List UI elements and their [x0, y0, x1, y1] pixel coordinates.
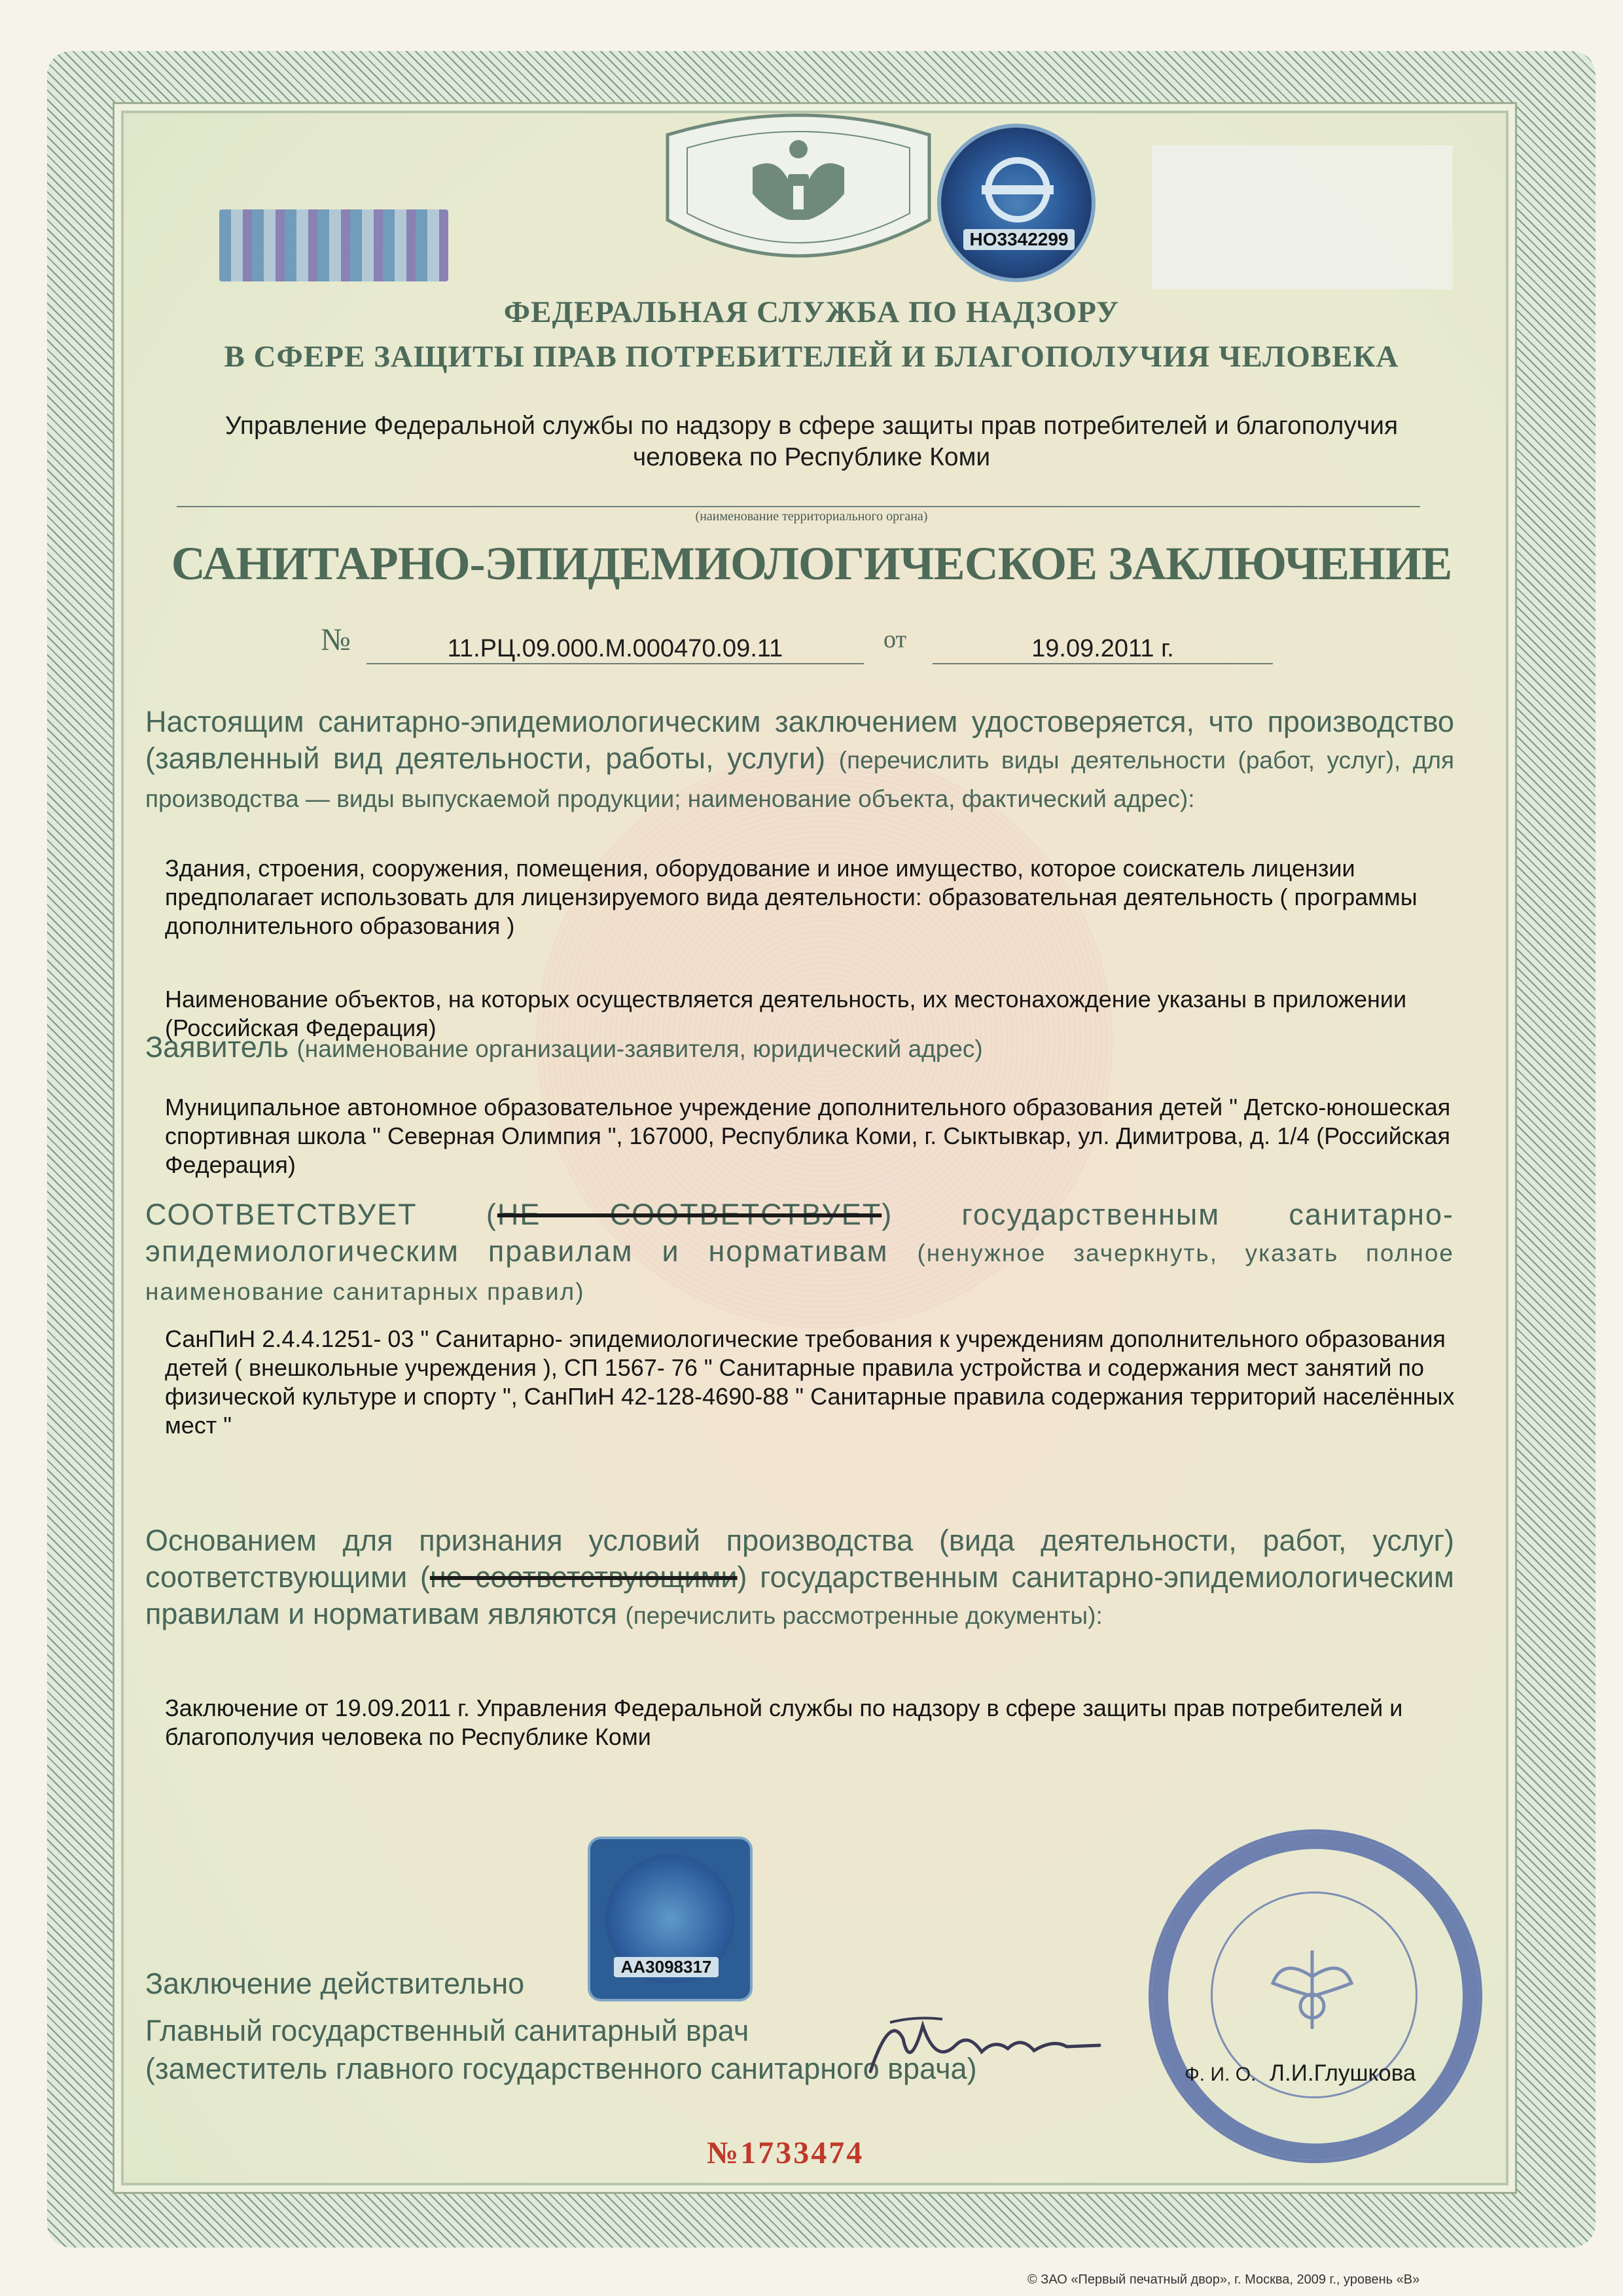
number-label: №	[321, 622, 351, 657]
paper-patch	[1152, 145, 1453, 289]
certificate-date: 19.09.2011 г.	[933, 635, 1273, 664]
compliance-rest: государственным санитарно-эпидемиологическим правилам и нормативам	[145, 1198, 1454, 1268]
printer-note: © ЗАО «Первый печатный двор», г. Москва, 2009 г., уровень «В»	[1027, 2272, 1420, 2287]
production-lead	[145, 704, 1454, 817]
deputy-doctor-title: (заместитель главного государственного санитарного врача)	[145, 2052, 977, 2085]
territorial-organ	[164, 410, 1459, 473]
coat-of-arms-emblem	[648, 109, 949, 279]
production-lead-hint: (перечислить виды деятельности (работ, услуг), для производства — виды выпускаемой продукции; наименование объекта, фактический адрес):	[145, 747, 1454, 812]
chief-doctor-title: Главный государственный санитарный врач	[145, 2014, 749, 2047]
fio-label: Ф. И. О.	[1185, 2064, 1257, 2085]
compliance-lead: СООТВЕТСТВУЕТ (НЕ СООТВЕТСТВУЕТ) государственным санитарно-эпидемиологическим правилам и нормативам (ненужное зачеркнуть, указать полное наименование санитарных правил)	[145, 1198, 1454, 1305]
signatory-name: Л.И.Глушкова	[1270, 2060, 1416, 2086]
applicant-text: Муниципальное автономное образовательное учреждение дополнительного образования детей " Детско-юношеская спортивная школа " Северная Олимпия ", 167000, Республика Коми, г. Сыктывкар, ул. Димитрова, д. 1/4 (Российская Федерация)	[165, 1094, 1451, 1178]
agency-title-line2: В СФЕРЕ ЗАЩИТЫ ПРАВ ПОТРЕБИТЕЛЕЙ И БЛАГОПОЛУЧИЯ ЧЕЛОВЕКА	[224, 340, 1399, 374]
basis-hint: (перечислить рассмотренные документы):	[625, 1602, 1103, 1629]
compliance-rules-text: СанПиН 2.4.4.1251- 03 " Санитарно- эпидемиологические требования к учреждениям дополнительного образования детей ( внешкольные учреждения ), СП 1567- 76 " Санитарные правила устройства и содержания мест занятий по физической культуре и спорту ", СанПиН 42-128-4690-88 " Санитарные правила содержания территорий населённых мест "	[165, 1325, 1455, 1439]
handwritten-signature	[864, 2000, 1139, 2091]
basis-lead: Основанием для признания условий производства (вида деятельности, работ, услуг) соответствующими (не соответствующими) государственным санитарно-эпидемиологическим правилам и нормативам являются (перечислить рассмотренные документы):	[145, 1524, 1454, 1630]
applicant-hint: (наименование организации-заявителя, юридический адрес)	[296, 1035, 983, 1062]
compliance-struck: НЕ СООТВЕТСТВУЕТ	[497, 1198, 882, 1231]
applicant-lead	[145, 1029, 1454, 1067]
territorial-organ-line1: Управление Федеральной службы по надзору в сфере защиты прав потребителей и благополучия	[224, 412, 1399, 440]
agency-title-line1: ФЕДЕРАЛЬНАЯ СЛУЖБА ПО НАДЗОРУ	[503, 295, 1120, 329]
hologram-code: НО3342299	[963, 229, 1075, 250]
basis-lead-a: Основанием для признания условий производства (вида деятельности, работ, услуг) соответствующими	[145, 1524, 1454, 1594]
date-label: от	[883, 626, 907, 653]
form-serial-number: №1733474	[707, 2136, 865, 2170]
document-title: САНИТАРНО-ЭПИДЕМИОЛОГИЧЕСКОЕ ЗАКЛЮЧЕНИЕ	[171, 537, 1452, 590]
production-text-1: Здания, строения, сооружения, помещения, оборудование и иное имущество, которое соискатель лицензии предполагает использовать для лицензируемого вида деятельности: образовательная деятельность ( программы дополнительного образования )	[165, 855, 1418, 939]
applicant-label: Заявитель	[145, 1030, 289, 1064]
hologram-sticker-code: АА3098317	[614, 1957, 719, 1977]
territorial-organ-caption: (наименование территориального органа)	[695, 509, 928, 524]
validity-label: Заключение действительно	[145, 1967, 525, 2000]
production-text-2: Наименование объектов, на которых осуществляется деятельность, их местонахождение указаны в приложении (Российская Федерация)	[165, 986, 1407, 1041]
basis-lead-b: государственным санитарно-эпидемиологическим правилам и нормативам являются	[145, 1560, 1454, 1630]
seal-eagle-icon	[1263, 1937, 1361, 2042]
divider-line	[177, 506, 1420, 507]
hologram-strip	[219, 209, 448, 281]
compliance-hint: (ненужное зачеркнуть, указать полное наименование санитарных правил)	[145, 1240, 1454, 1305]
certificate-number: 11.РЦ.09.000.М.000470.09.11	[366, 635, 864, 664]
production-lead-main: Настоящим санитарно-эпидемиологическим заключением удостоверяется, что производство (заявленный вид деятельности, работы, услуги)	[145, 705, 1454, 775]
basis-struck: не соответствующими	[429, 1560, 738, 1594]
territorial-organ-line2: человека по Республике Коми	[632, 443, 991, 471]
compliance-word: СООТВЕТСТВУЕТ	[145, 1198, 418, 1231]
hologram-logo-icon	[969, 154, 1067, 226]
basis-text: Заключение от 19.09.2011 г. Управления Федеральной службы по надзору в сфере защиты прав потребителей и благополучия человека по Республике Коми	[165, 1695, 1403, 1750]
